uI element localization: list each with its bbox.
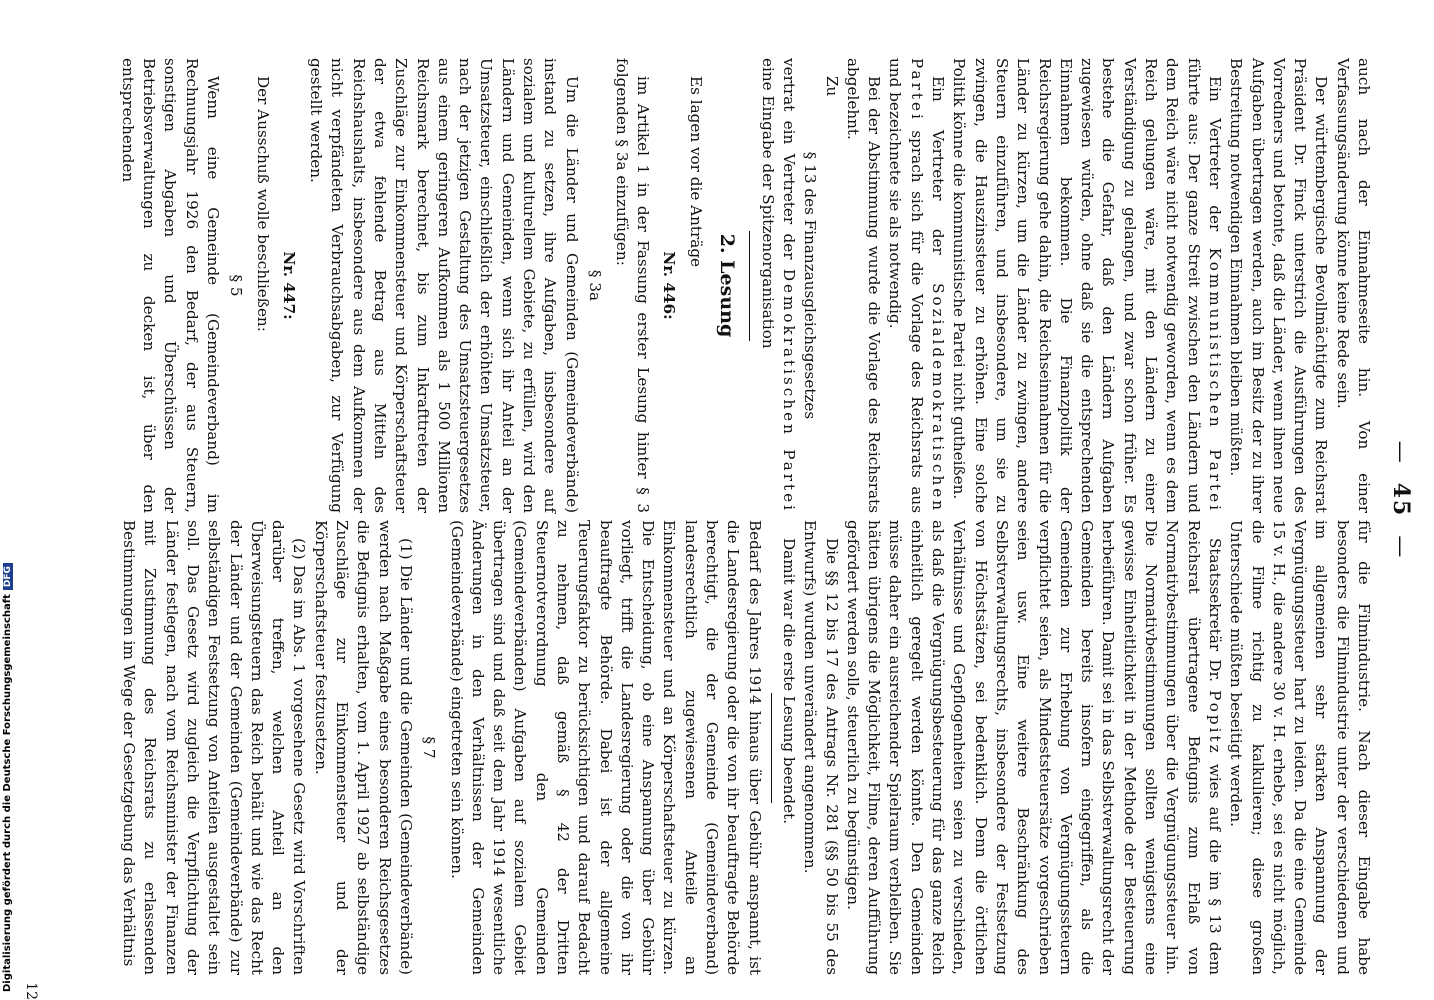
section-heading: 2. Lesung — [716, 233, 739, 338]
paragraph: Bei der Abstimmung wurde die Vorlage des Reichsrats abgelehnt. — [843, 58, 884, 513]
motion-number: Nr. 446: — [659, 251, 678, 320]
paragraph: Damit war die erste Lesung beendet. — [779, 538, 798, 825]
paragraph: Um die Länder und Gemeinden (Gemeindeverbände) instand zu setzen, ihre Aufgaben, insbesondere auf sozialem und kulturellem Gebiete, zu erfüllen, wird den Ländern und Gemeinden, wenn sich ihr Anteil an der Umsatzsteuer, einschließlich der erhöhten Umsatzsteuer, nach der jetzigen Gestaltung des Umsatzsteuergesetzes aus einem geringeren Aufkommen als 1 500 Millionen Reichsmark berechnet, bis zum Inkrafttreten der Zuschläge zur Einkommensteuer und Körperschaftsteuer der etwa fehlende Betrag aus Mitteln des Reichshaushalts, insbesondere aus dem Aufkommen der nicht verpfändeten Verbrauchsabgaben, zur Verfügung gestellt werden. — [307, 58, 581, 513]
paragraph: (2) Das im Abs. 1 vorgesehene Gesetz wird Vorschriften darüber treffen, welchen Anteil an den Überweisungsteuern das Reich behält und wie das Recht der Länder und der Gemeinden (Gemeindeverbände) zur selbständigen Festsetzung von Anteilen ausgestaltet sein soll. Das Gesetz wird zugleich die Verpflichtung der Länder festlegen, nach vom Reichsminister der Finanzen mit Zustimmung des Reichsrats zu erlassenden Bestimmungen im Wege der Gesetzgebung das Verhältnis — [120, 520, 309, 975]
section-number: § 5 — [227, 274, 246, 297]
paragraph: Staatssekretär Dr. Popitz wies auf die im § 13 dem Reichsrat übertragene Befugnis zum Erlaß von Normativbestimmungen über die Vergnügungssteuer hin. Die Normativbestimmungen sollten wenigstens eine gewisse Einheitlichkeit in der Methode der Besteuerung herbeiführen. Damit sei in das Selbstverwaltungsrecht der Gemeinden bereits insofern eingegriffen, als die Gemeinden zur Erhebung von Vergnügungssteuern verpflichtet seien, als Mindeststeuersätze vorgeschrieben seien usw. Eine weitere Beschränkung des Selbstverwaltungsrechts, insbesondere der Festsetzung von Höchstsätzen, sei bedenklich. Denn die örtlichen Verhältnisse und Gepflogenheiten seien zu verschieden, als daß die Vergnügungsbesteuerung für das ganze Reich einheitlich geregelt werden könnte. Den Gemeinden müsse daher ein ausreichender Spielraum verbleiben. Sie hätten übrigens die Möglichkeit, Filme, deren Aufführung gefördert werden solle, steuerlich zu begünstigen. — [843, 520, 1224, 975]
party-name: Demokratischen Partei — [779, 268, 798, 514]
paragraph: auch nach der Einnahmeseite hin. Von einer Verfassungsänderung könne keine Rede sein. — [1333, 58, 1373, 513]
section-reference: § 13 des Finanzausgleichsgesetzes — [801, 151, 820, 420]
page-number-value: 45 — [1388, 482, 1414, 518]
paragraph: Der württembergische Bevollmächtigte zum Reichsrat Präsident Dr. Finck unterstrich die Ausführungen des Vorredners und betonte, daß die Länder, wenn ihnen neue Aufgaben übertragen werden, auch im Besitz der zu ihrer Bestreitung notwendigen Einnahmen bleiben müßten. — [1227, 58, 1331, 513]
paragraph: Ein Vertreter der Kommunistischen Partei führte aus: Der ganze Streit zwischen den Ländern und dem Reich wäre nicht notwendig geworden, wenn es dem Reich gelungen wäre, mit den Ländern zu einer Verständigung zu gelangen, und zwar schon früher. Es bestehe die Gefahr, daß den Ländern Aufgaben zugewiesen würden, ohne daß sie die entsprechenden Einnahmen bekommen. Die Finanzpolitik der Reichsregierung gehe dahin, die Reichseinnahmen für die Länder zu kürzen, um die Länder zu zwingen, andere Steuern einzuführen, und insbesondere, um sie zu zwingen, die Hauszinssteuer zu erhöhen. Eine solche Politik könne die kommunistische Partei nicht gutheißen. — [950, 58, 1224, 513]
paragraph: Bedarf des Jahres 1914 hinaus über Gebühr anspannt, ist die Landesregierung oder die von ihr beauftragte Behörde berechtigt, die der Gemeinde (Gemeindeverband) landesrechtlich zugewiesenen Anteile an Einkommensteuer und an Körperschaftsteuer zu kürzen. Die Entscheidung, ob eine Anspannung über Gebühr vorliegt, trifft die Landesregierung oder die von ihr beauftragte Behörde. Dabei ist der allgemeine Teuerungsfaktor zu berücksichtigen und darauf Bedacht zu nehmen, daß gemäß § 42 der Dritten Steuernotverordnung den Gemeinden (Gemeindeverbänden) Aufgaben auf sozialem Gebiet übertragen sind und daß seit dem Jahr 1914 wesentliche Änderungen in den Verhältnissen der Gemeinden (Gemeindeverbände) eingetreten sein können. — [447, 520, 764, 975]
divider — [771, 693, 772, 803]
section-number: § 7 — [420, 736, 439, 759]
paragraph: im Artikel 1 in der Fassung erster Lesung hinter § 3 folgenden § 3a einzufügen: — [613, 58, 653, 513]
party-name: Kommunistischen Partei — [1205, 247, 1224, 513]
paragraph: für die Filmindustrie. Nach dieser Eingabe habe besonders die Filmindustrie unter der verschiedenen und im allgemeinen sehr starken Anspannung der Vergnügungssteuer hart zu leiden. Da die eine Gemeinde 15 v. H., die andere 30 v. H. erhebe, sei es nicht möglich, die Filme richtig zu kalkulieren; diese großen Unterschiede müßten beseitigt werden. — [1227, 520, 1373, 975]
paragraph: vertrat ein Vertreter der Demokratischen Partei eine Eingabe der Spitzenorganisation — [758, 58, 798, 514]
paragraph: (1) Die Länder und die Gemeinden (Gemeindeverbände) werden nach Maßgabe eines besonderen Reichsgesetzes die Befugnis erhalten, vom 1. April 1927 ab selbständige Zuschläge zur Einkommensteuer und der Körperschaftsteuer festzusetzen. — [311, 520, 415, 975]
paragraph: Die §§ 12 bis 17 des Antrags Nr. 281 (§§ 50 bis 55 des Entwurfs) wurden unverändert angenommen. — [801, 520, 841, 975]
motion-number: Nr. 447: — [279, 251, 298, 320]
paragraph: Es lagen vor die Anträge — [687, 76, 706, 268]
person-name: Popitz — [1205, 690, 1224, 756]
page-number: —45— — [1388, 440, 1414, 560]
paragraph: Wenn eine Gemeinde (Gemeindeverband) im Rechnungsjahr 1926 den Bedarf, der aus Steuern, sonstigen Abgaben und Überschüssen der Betriebsverwaltungen zu decken ist, über den entsprechenden — [118, 58, 222, 513]
paragraph: Der Ausschuß wolle beschließen: — [254, 76, 273, 332]
paragraph: Ein Vertreter der Sozialdemokratischen Partei sprach sich für die Vorlage des Reichsrats aus und bezeichnete sie als notwendig. — [886, 58, 948, 513]
dfg-logo-icon: DFG — [3, 563, 13, 590]
section-number: § 3a — [585, 269, 604, 302]
sheet-number: 12 — [23, 982, 39, 1000]
divider — [749, 231, 750, 341]
right-column — [118, 520, 1374, 975]
paragraph: Zu — [822, 76, 841, 97]
left-column — [116, 58, 1374, 513]
digitization-credit: Digitalisierung gefördert durch die Deutsche ForschungsgemeinschaftDFG — [2, 592, 18, 992]
party-name: Sozialdemokratischen Partei — [907, 58, 948, 513]
